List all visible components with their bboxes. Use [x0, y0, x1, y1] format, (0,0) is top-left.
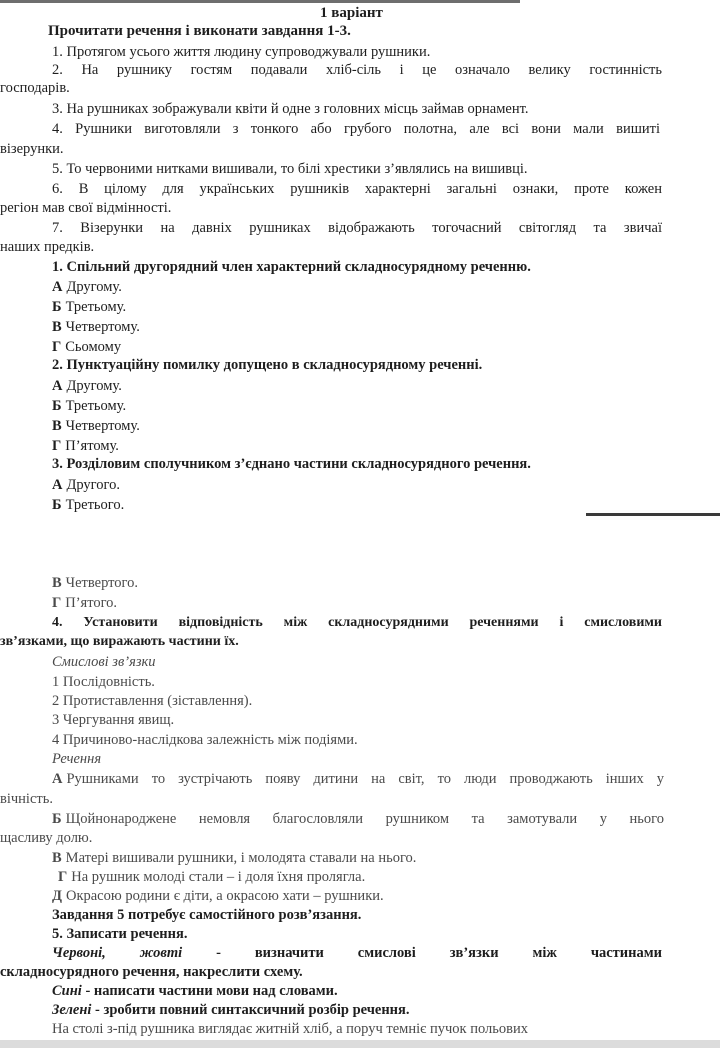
- page-divider-line: [586, 513, 720, 516]
- task4-sentence-b: [52, 810, 664, 828]
- task5-note: Завдання 5 потребує самостійного розв’язання.: [52, 907, 362, 923]
- red-yellow-label: Червоні, жовті: [52, 945, 183, 961]
- task4-sentence-a: [52, 770, 664, 788]
- option-text: Четвертому.: [65, 319, 140, 335]
- sentence-text: Рушниками то зустрічають появу дитини на світ, то люди проводжають інших у: [66, 771, 664, 787]
- task5-red-yellow: [52, 944, 662, 962]
- option-text: Четвертому.: [65, 418, 140, 434]
- task4-question-cont: зв’язками, що виражають частини їх.: [0, 634, 239, 649]
- task5-blue: [52, 982, 338, 1000]
- option-letter: Б: [52, 497, 62, 513]
- task4-sentence-e: [52, 887, 384, 905]
- relation-2: 2 Протиставлення (зіставлення).: [52, 693, 253, 709]
- option-letter: А: [52, 477, 63, 493]
- sentence-text: Щойнонароджене немовля благословляли рушником та замотували у нього: [65, 811, 664, 827]
- blue-label: Сині: [52, 983, 82, 999]
- task1-option-a: [52, 278, 122, 296]
- relations-heading: Смислові зв’язки: [52, 654, 156, 670]
- option-letter: Г: [52, 438, 62, 454]
- option-letter: А: [52, 378, 63, 394]
- relation-1: 1 Послідовність.: [52, 674, 155, 690]
- sentence-3: 3. На рушниках зображували квіти й одне з головних місць займав орнамент.: [52, 101, 529, 117]
- task5-red-yellow-cont: складносурядного речення, накреслити схему.: [0, 964, 303, 980]
- option-letter: Б: [52, 299, 62, 315]
- task2-option-d: [52, 437, 119, 455]
- option-letter: А: [52, 279, 63, 295]
- task4-sentence-d: [58, 868, 365, 886]
- option-text: Другому.: [66, 378, 122, 394]
- option-text: Третього.: [65, 497, 125, 513]
- sentence-7: 7. Візерунки на давніх рушниках відображають тогочасний світогляд та звичаї: [52, 220, 662, 236]
- option-letter: Г: [52, 339, 62, 355]
- option-letter: Б: [52, 811, 62, 827]
- task3-option-a: [52, 476, 120, 494]
- top-edge-bar: [0, 0, 520, 3]
- sentence-text: Матері вишивали рушники, і молодята ставали на нього.: [65, 850, 417, 866]
- task4-question: 4. Установити відповідність між складносурядними реченнями і смисловими: [52, 615, 662, 630]
- sentence-4-cont: візерунки.: [0, 141, 64, 157]
- task3-question: 3. Розділовим сполучником з’єднано частини складносурядного речення.: [52, 456, 531, 472]
- instruction-heading: Прочитати речення і виконати завдання 1-3.: [48, 23, 351, 39]
- sentence-7-cont: наших предків.: [0, 239, 95, 255]
- task1-option-b: [52, 298, 126, 316]
- sentence-5: 5. То червоними нитками вишивали, то білі хрестики з’являлись на вишивці.: [52, 161, 528, 177]
- task4-sentence-b-cont: щасливу долю.: [0, 830, 93, 846]
- task1-option-d: [52, 338, 121, 356]
- option-letter: Б: [52, 398, 62, 414]
- option-letter: В: [52, 319, 62, 335]
- task3-option-d: [52, 594, 117, 612]
- variant-title: 1 варіант: [320, 5, 383, 21]
- sentence-2-cont: господарів.: [0, 80, 70, 96]
- option-letter: В: [52, 575, 62, 591]
- sentences-heading: Речення: [52, 751, 102, 767]
- option-letter: Г: [58, 869, 68, 885]
- task1-option-c: [52, 318, 140, 336]
- sentence-2: 2. На рушнику гостям подавали хліб-сіль і це означало велику гостинність: [52, 62, 662, 78]
- option-text: П’ятому.: [65, 438, 119, 454]
- option-text: Третьому.: [65, 299, 127, 315]
- relation-3: 3 Чергування явищ.: [52, 712, 175, 728]
- option-text: Другого.: [66, 477, 120, 493]
- option-text: П’ятого.: [65, 595, 118, 611]
- sentence-6: 6. В цілому для українських рушників характерні загальні ознаки, проте кожен: [52, 181, 662, 197]
- green-label: Зелені: [52, 1002, 92, 1018]
- sentence-text: На рушник молоді стали – і доля їхня пролягла.: [71, 869, 366, 885]
- task2-question: 2. Пунктуаційну помилку допущено в складносурядному реченні.: [52, 357, 483, 373]
- option-letter: Д: [52, 888, 62, 904]
- task5-green: [52, 1001, 410, 1019]
- task5-title: 5. Записати речення.: [52, 926, 188, 942]
- task3-option-c: [52, 574, 138, 592]
- task2-option-b: [52, 397, 126, 415]
- task2-option-c: [52, 417, 140, 435]
- green-text: - зробити повний синтаксичний розбір речення.: [95, 1002, 410, 1018]
- option-text: Третьому.: [65, 398, 127, 414]
- option-text: Сьомому: [65, 339, 122, 355]
- task1-question: 1. Спільний другорядний член характерний складносурядному реченню.: [52, 259, 531, 275]
- sentence-text: Окрасою родини є діти, а окрасою хати – рушники.: [65, 888, 384, 904]
- task4-sentence-a-cont: вічність.: [0, 791, 53, 807]
- blue-text: - написати частини мови над словами.: [85, 983, 338, 999]
- sentence-1: 1. Протягом усього життя людину супроводжували рушники.: [52, 44, 431, 60]
- option-letter: В: [52, 850, 62, 866]
- sentence-4: 4. Рушники виготовляли з тонкого або грубого полотна, але всі вони мали вишиті: [52, 121, 660, 137]
- option-text: Четвертого.: [65, 575, 138, 591]
- task4-sentence-c: [52, 849, 416, 867]
- red-yellow-text: - визначити смислові зв’язки між частинами: [216, 945, 662, 961]
- option-letter: А: [52, 771, 63, 787]
- bottom-edge-bar: [0, 1040, 720, 1048]
- option-text: Другому.: [66, 279, 122, 295]
- option-letter: Г: [52, 595, 62, 611]
- relation-4: 4 Причиново-наслідкова залежність між подіями.: [52, 732, 358, 748]
- sentence-6-cont: регіон мав свої відмінності.: [0, 200, 172, 216]
- task2-option-a: [52, 377, 122, 395]
- option-letter: В: [52, 418, 62, 434]
- task3-option-b: [52, 496, 124, 514]
- task5-sentence: На столі з-під рушника виглядає житній хліб, а поруч темніє пучок польових: [52, 1021, 528, 1037]
